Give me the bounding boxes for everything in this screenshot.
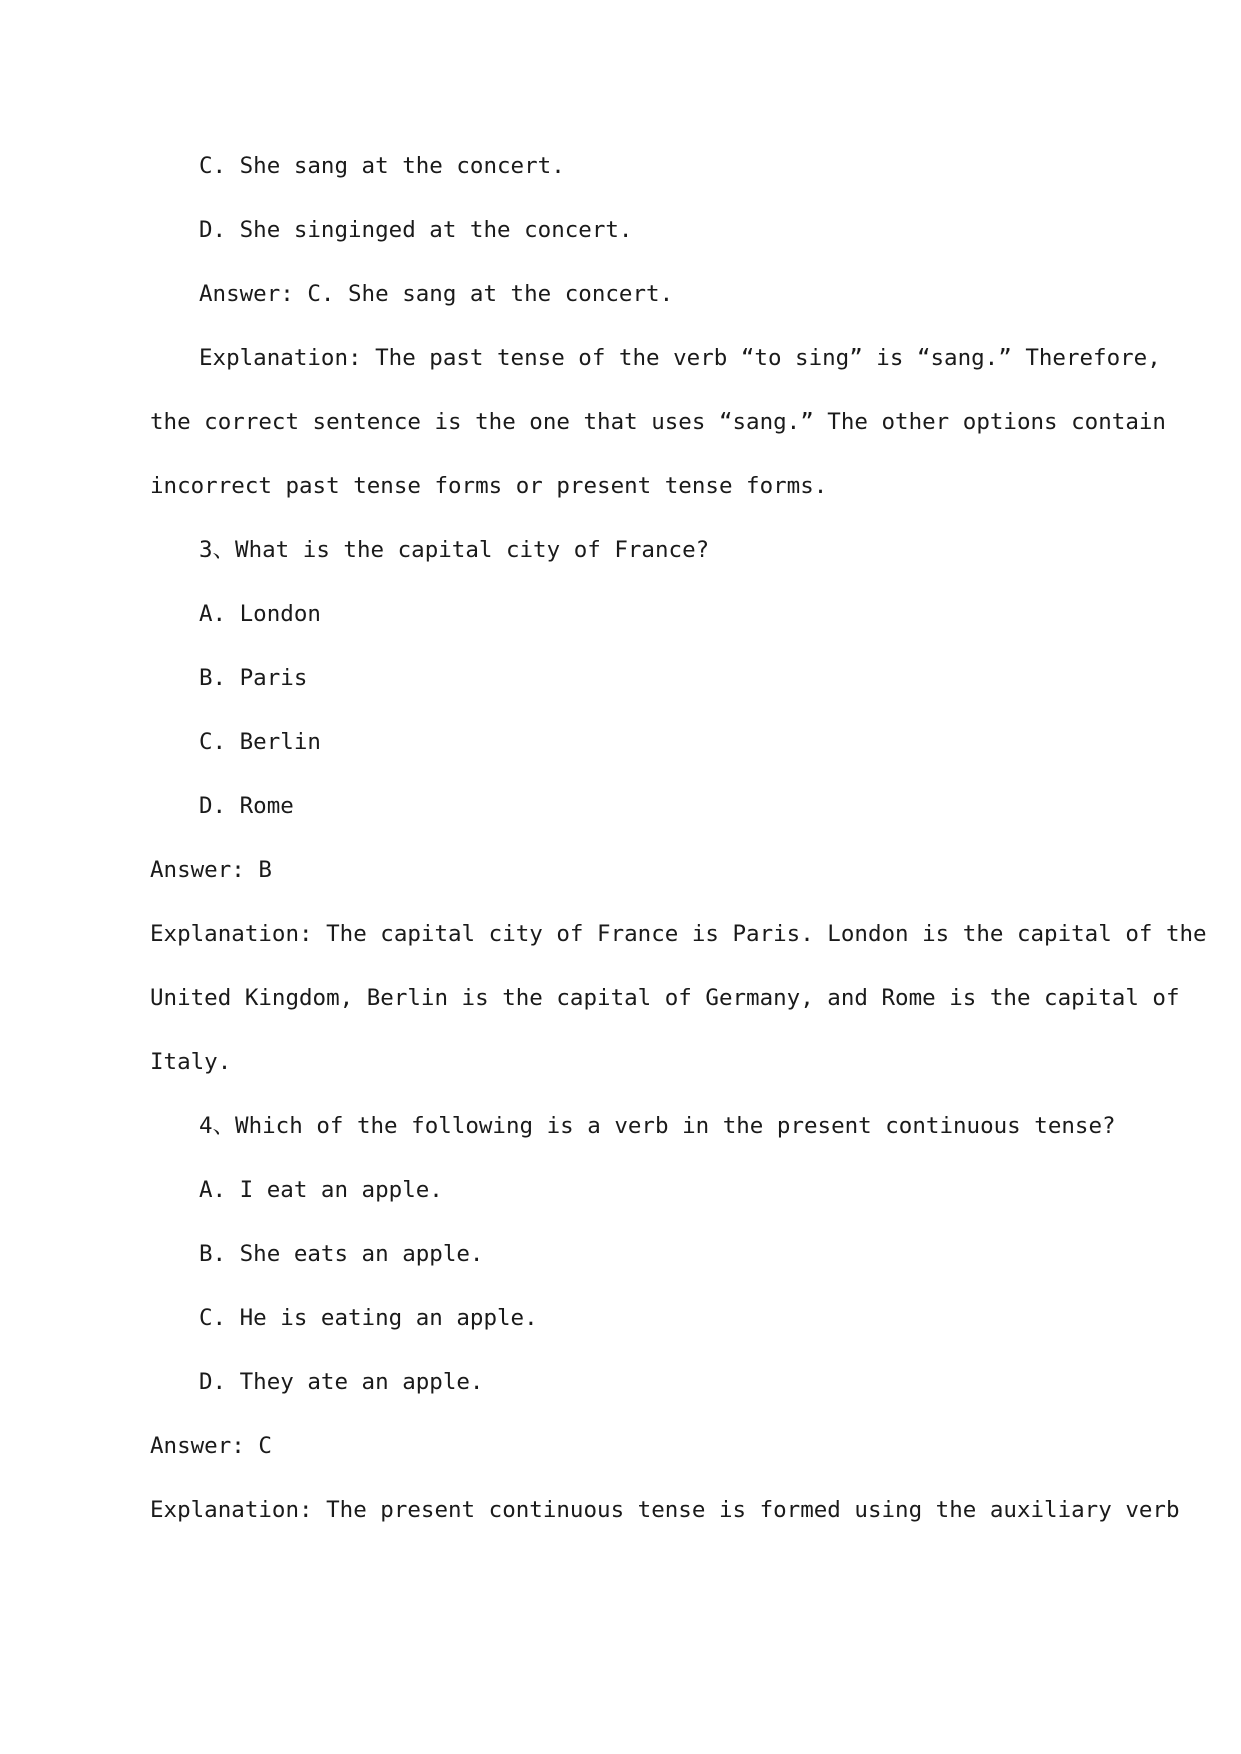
q3-option-d: D. Rome: [199, 793, 294, 819]
q4-option-c: C. He is eating an apple.: [199, 1305, 538, 1331]
q4-explanation-line-1: Explanation: The present continuous tense is formed using the auxiliary verb: [150, 1497, 1180, 1523]
q3-option-c: C. Berlin: [199, 729, 321, 755]
q4-option-a: A. I eat an apple.: [199, 1177, 443, 1203]
q2-explanation-line-2: the correct sentence is the one that uses “sang.” The other options contain: [150, 409, 1166, 435]
q4-option-d: D. They ate an apple.: [199, 1369, 484, 1395]
q3-option-a: A. London: [199, 601, 321, 627]
q4-question: 4、Which of the following is a verb in the present continuous tense?: [199, 1113, 1116, 1139]
q2-option-d: D. She singinged at the concert.: [199, 217, 633, 243]
q3-answer: Answer: B: [150, 857, 272, 883]
q3-option-b: B. Paris: [199, 665, 308, 691]
q2-explanation-line-1: Explanation: The past tense of the verb “to sing” is “sang.” Therefore,: [199, 345, 1161, 371]
q2-answer: Answer: C. She sang at the concert.: [199, 281, 674, 307]
q3-explanation-line-1: Explanation: The capital city of France is Paris. London is the capital of the: [150, 921, 1207, 947]
q2-explanation-line-3: incorrect past tense forms or present tense forms.: [150, 473, 828, 499]
q4-answer: Answer: C: [150, 1433, 272, 1459]
q3-explanation-line-3: Italy.: [150, 1049, 232, 1075]
q4-option-b: B. She eats an apple.: [199, 1241, 484, 1267]
q3-explanation-line-2: United Kingdom, Berlin is the capital of Germany, and Rome is the capital of: [150, 985, 1180, 1011]
q2-option-c: C. She sang at the concert.: [199, 153, 565, 179]
q3-question: 3、What is the capital city of France?: [199, 537, 710, 563]
